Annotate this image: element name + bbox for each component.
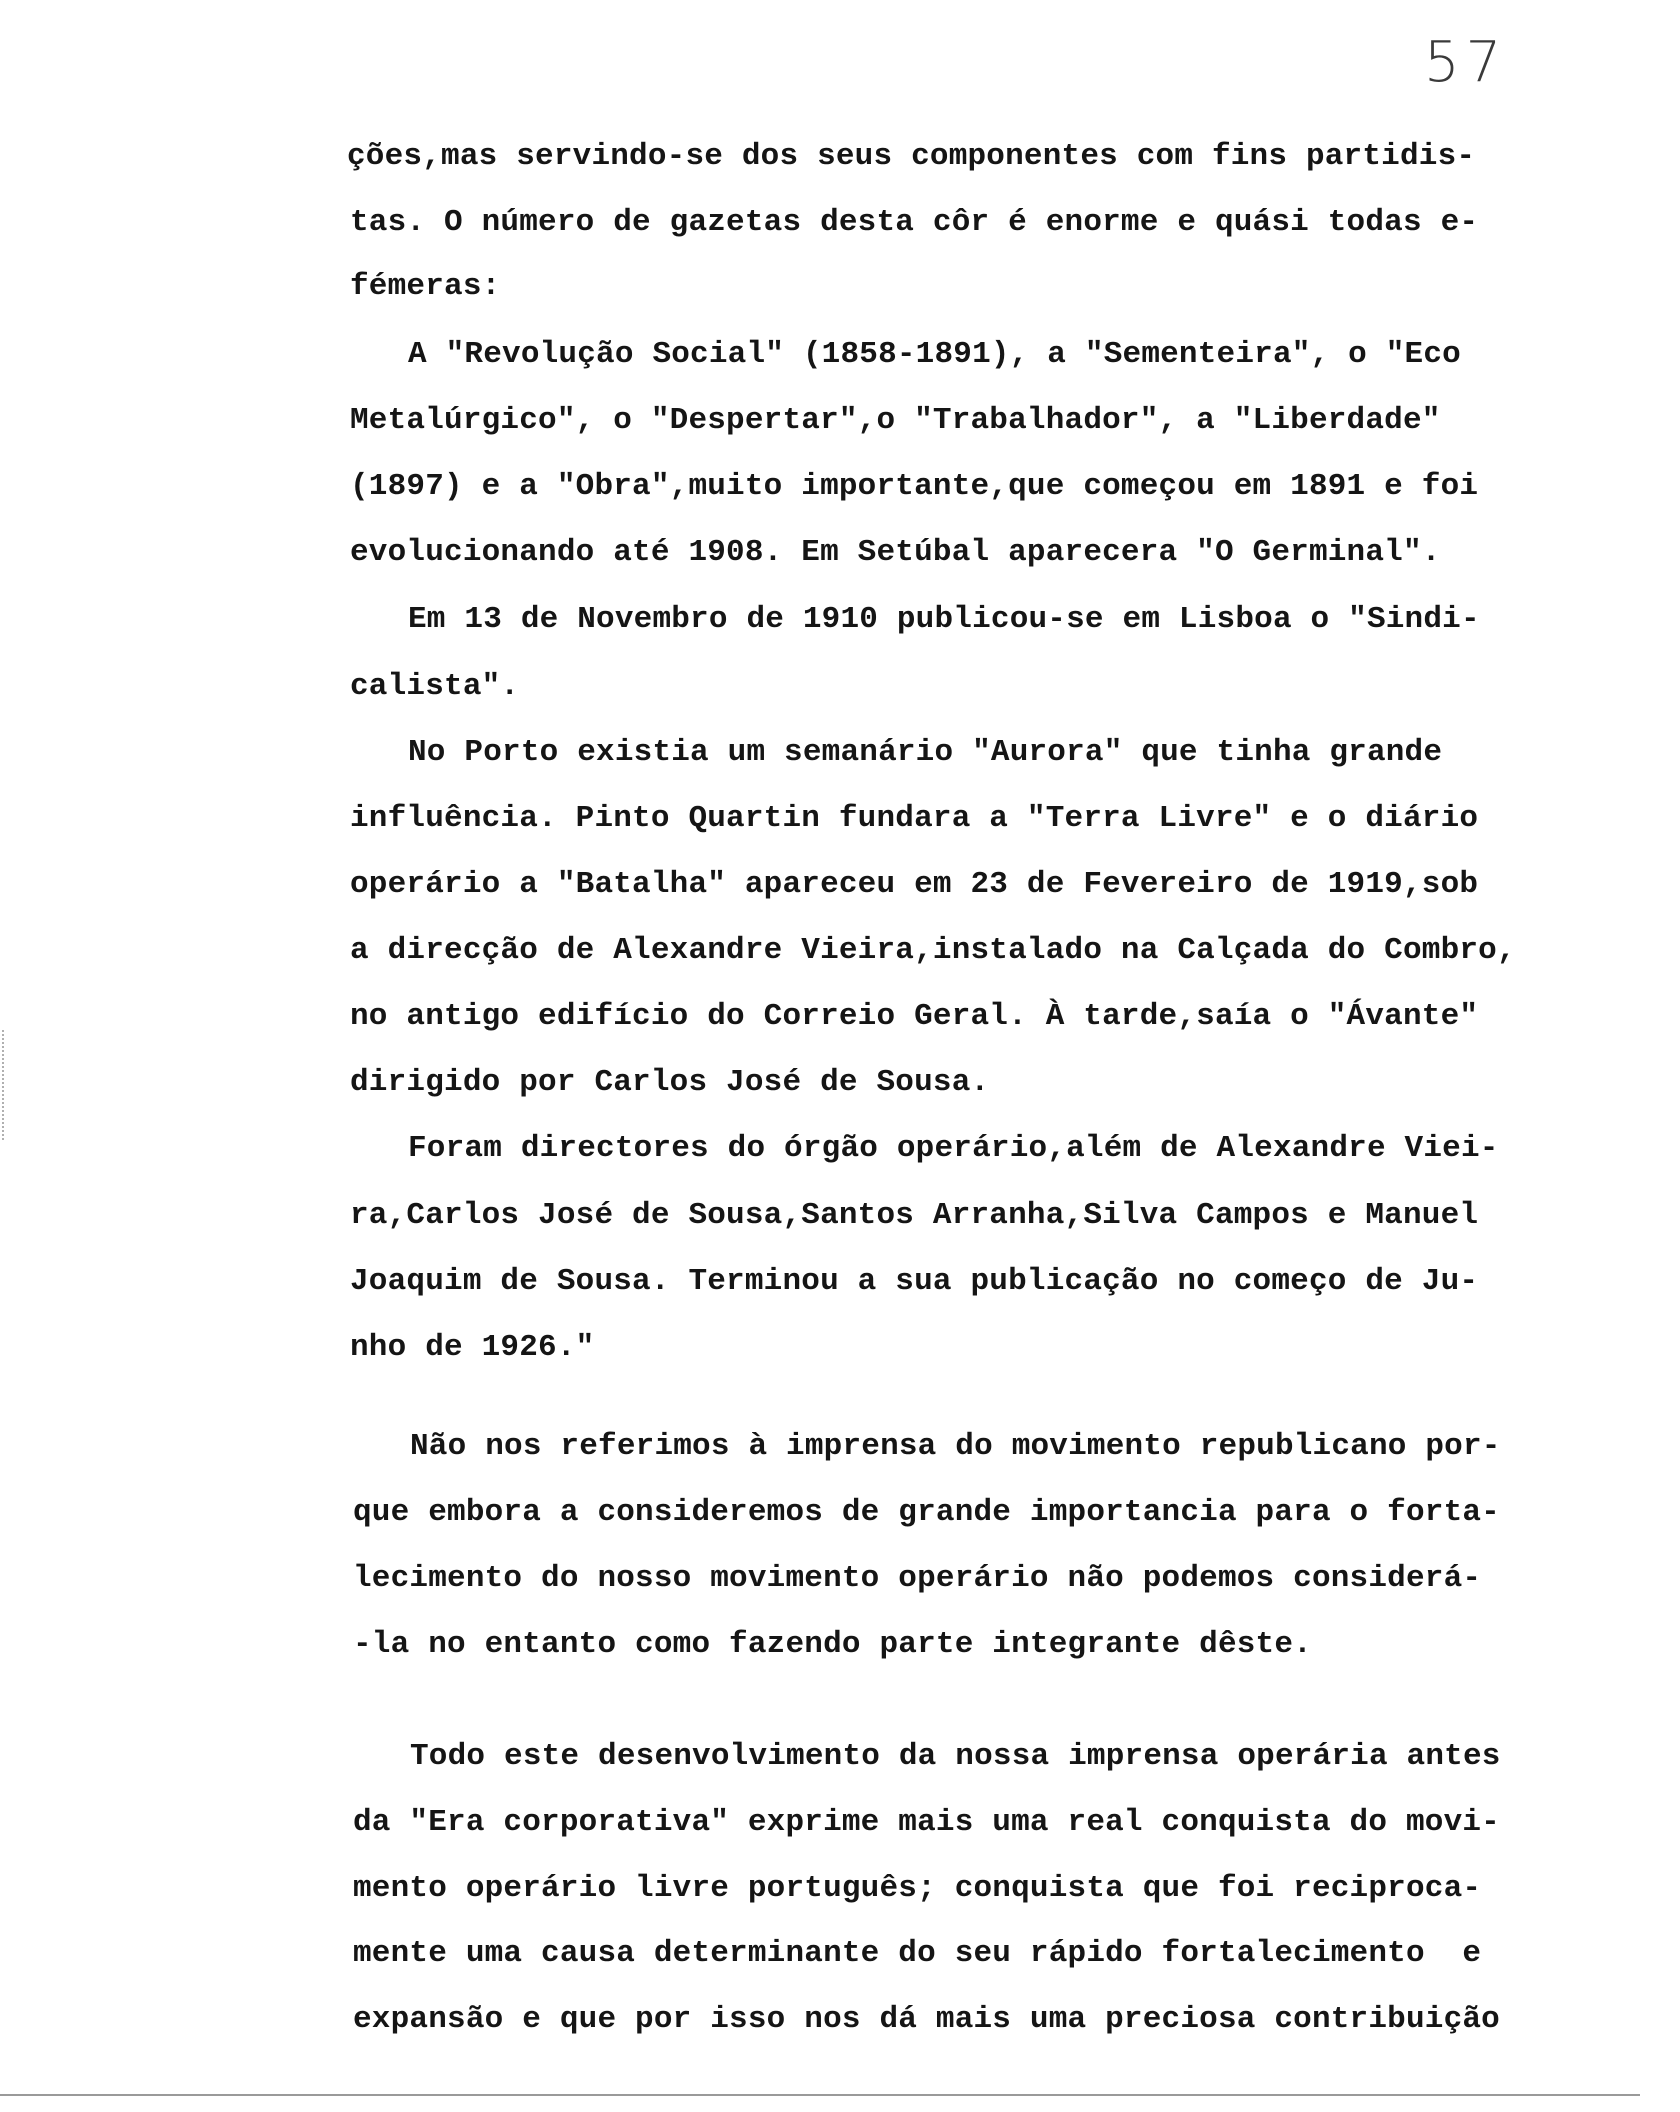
text-line: Todo este desenvolvimento da nossa imprensa operária antes [410,1739,1501,1774]
text-line: nho de 1926." [350,1330,595,1365]
text-line: Foram directores do órgão operário,além de Alexandre Viei- [408,1131,1499,1166]
text-line: Em 13 de Novembro de 1910 publicou-se em Lisboa o "Sindi- [408,602,1480,637]
text-line: evolucionando até 1908. Em Setúbal aparecera "O Germinal". [350,535,1441,570]
text-line: a direcção de Alexandre Vieira,instalado na Calçada do Combro, [350,933,1516,968]
text-line: mente uma causa determinante do seu rápido fortalecimento e [353,1936,1482,1971]
text-line: tas. O número de gazetas desta côr é enorme e quási todas e- [350,205,1479,240]
text-line: (1897) e a "Obra",muito importante,que começou em 1891 e foi [350,469,1479,504]
text-line: fémeras: [350,269,501,304]
text-line: mento operário livre português; conquista que foi reciproca- [353,1871,1482,1906]
text-line: no antigo edifício do Correio Geral. À tarde,saía o "Ávante" [350,999,1479,1034]
text-line: Joaquim de Sousa. Terminou a sua publicação no começo de Ju- [350,1264,1479,1299]
text-line: ra,Carlos José de Sousa,Santos Arranha,Silva Campos e Manuel [350,1198,1479,1233]
text-line: Não nos referimos à imprensa do movimento republicano por- [410,1429,1501,1464]
text-line: calista". [350,669,520,704]
text-line: lecimento do nosso movimento operário não podemos considerá- [353,1561,1482,1596]
text-line: No Porto existia um semanário "Aurora" que tinha grande [408,735,1443,770]
text-line: -la no entanto como fazendo parte integrante dêste. [353,1627,1312,1662]
text-line: operário a "Batalha" apareceu em 23 de Fevereiro de 1919,sob [350,867,1479,902]
page-number: 57 [1424,30,1508,95]
text-line: influência. Pinto Quartin fundara a "Terra Livre" e o diário [350,801,1479,836]
text-line: dirigido por Carlos José de Sousa. [350,1065,990,1100]
text-line: que embora a consideremos de grande importancia para o forta- [353,1495,1500,1530]
text-line: da "Era corporativa" exprime mais uma real conquista do movi- [353,1805,1500,1840]
page-bottom-edge [0,2094,1640,2096]
text-line: expansão e que por isso nos dá mais uma preciosa contribuição [353,2002,1500,2037]
text-line: ções,mas servindo-se dos seus componentes com fins partidis- [347,139,1476,174]
text-line: Metalúrgico", o "Despertar",o "Trabalhador", a "Liberdade" [350,403,1441,438]
margin-specks [2,1030,8,1140]
text-line: A "Revolução Social" (1858-1891), a "Sementeira", o "Eco [408,337,1461,372]
